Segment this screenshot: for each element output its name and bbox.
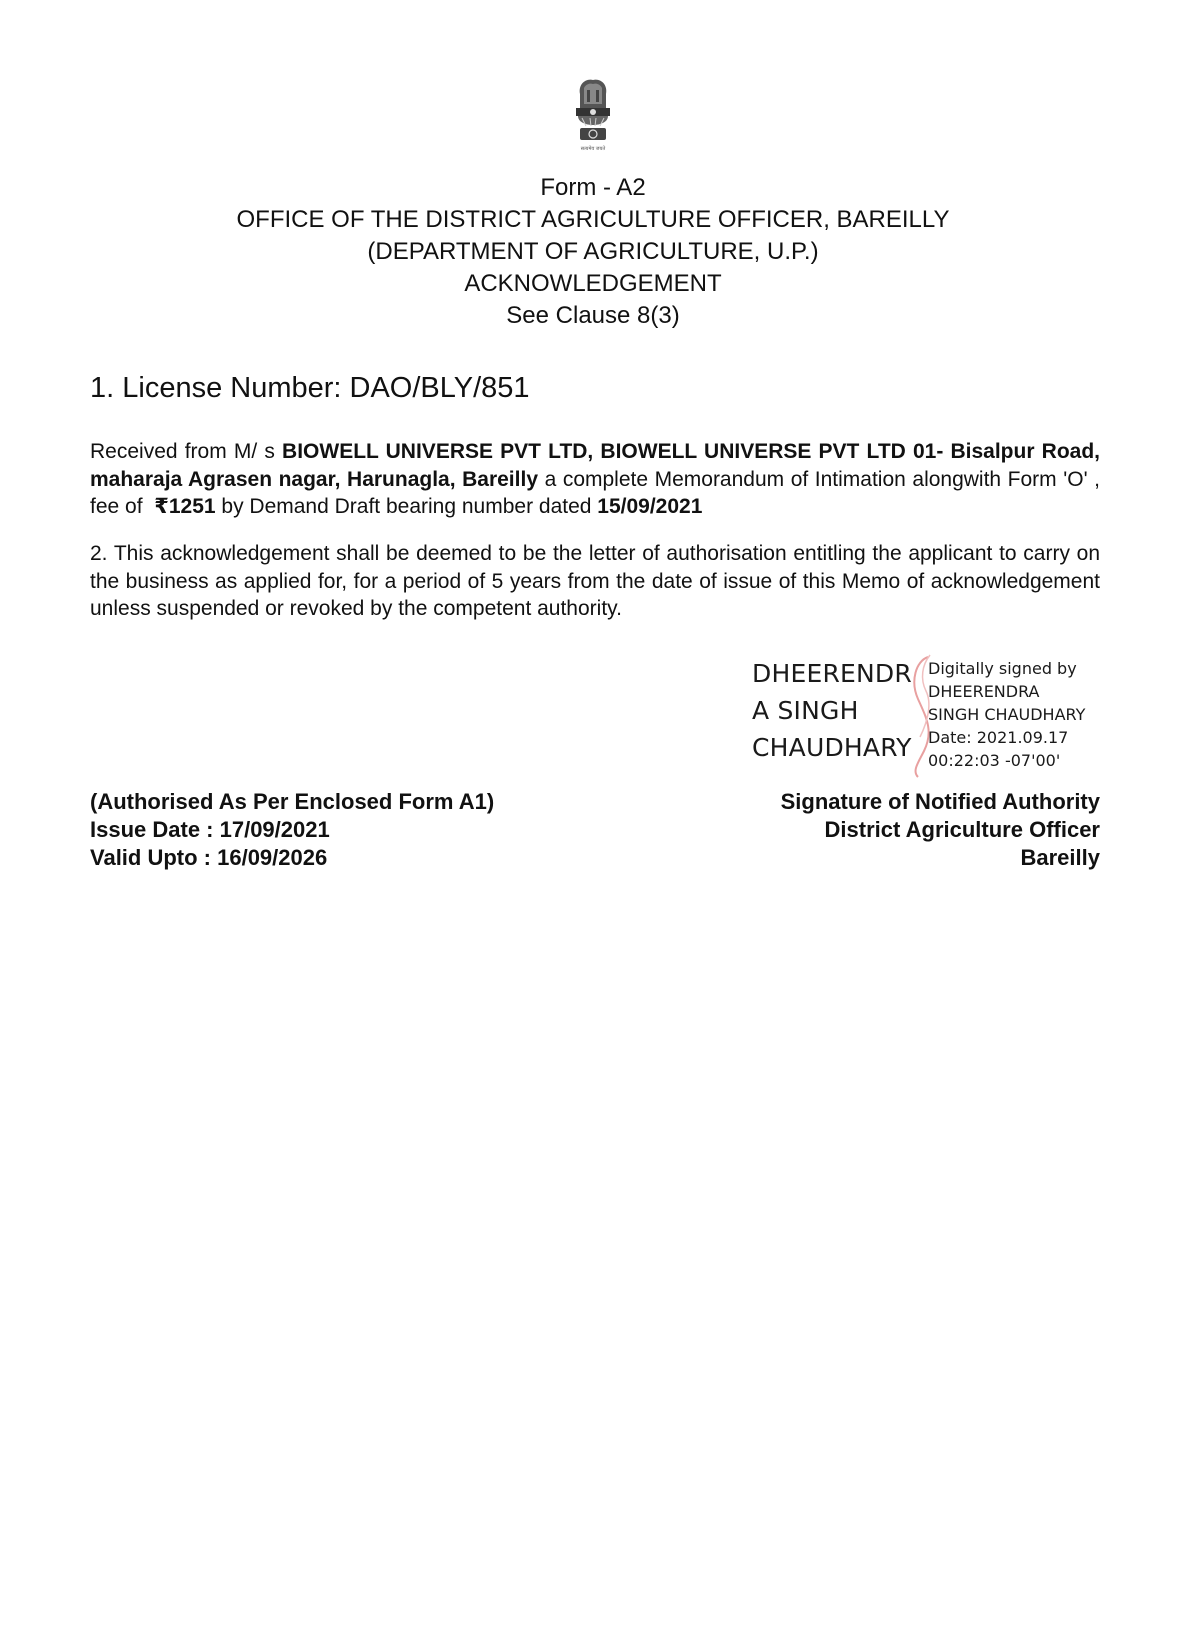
received-from-text: Received from M/ s xyxy=(90,440,275,463)
signature-detail-line: SINGH CHAUDHARY xyxy=(928,705,1086,724)
fee-amount: ₹1251 xyxy=(154,495,216,518)
signature-detail-line: 00:22:03 -07'00' xyxy=(928,751,1061,770)
receipt-paragraph xyxy=(90,438,1100,521)
clause-reference: See Clause 8(3) xyxy=(506,302,680,329)
license-number: 1. License Number: DAO/BLY/851 xyxy=(90,372,530,404)
digital-signature-block xyxy=(752,655,1112,785)
signer-name xyxy=(752,655,912,766)
authorisation-paragraph: 2. This acknowledgement shall be deemed to be the letter of authorisation entitling the applicant to carry on the business as applied for, for a period of 5 years from the date of issue of this Memo of acknowledgement unless suspended or revoked by the competent authority. xyxy=(90,542,1100,620)
issue-date: Issue Date : 17/09/2021 xyxy=(90,817,330,842)
signature-detail-line: Digitally signed by xyxy=(928,659,1077,678)
authorised-note: (Authorised As Per Enclosed Form A1) xyxy=(90,789,495,814)
signature-detail-line: Date: 2021.09.17 xyxy=(928,728,1069,747)
authority-info xyxy=(781,788,1100,872)
authority-designation: District Agriculture Officer xyxy=(824,817,1100,842)
authority-location: Bareilly xyxy=(1020,845,1100,870)
national-emblem-icon xyxy=(566,74,620,154)
valid-upto-date: Valid Upto : 16/09/2026 xyxy=(90,845,328,870)
signature-detail-line: DHEERENDRA xyxy=(928,682,1040,701)
signer-name-line: A SINGH xyxy=(752,696,859,725)
signer-name-line: DHEERENDR xyxy=(752,659,912,688)
validity-info xyxy=(90,788,494,872)
signature-label: Signature of Notified Authority xyxy=(780,789,1100,814)
draft-date: 15/09/2021 xyxy=(597,495,703,518)
demand-draft-text: by Demand Draft bearing number dated xyxy=(221,495,592,518)
svg-text:सत्यमेव जयते: सत्यमेव जयते xyxy=(580,146,606,152)
form-number: Form - A2 xyxy=(540,174,646,201)
firm-name-address: BIOWELL UNIVERSE PVT LTD, BIOWELL UNIVERSE PVT LTD 01- Bisalpur Road, maharaja Agrasen nagar, Harunagla, Bareilly xyxy=(90,440,1101,491)
department-name: (DEPARTMENT OF AGRICULTURE, U.P.) xyxy=(367,238,819,265)
signature-details xyxy=(928,657,1085,772)
memorandum-text: a complete Memorandum of Intimation alongwith Form 'O' , fee of xyxy=(90,467,1100,518)
office-title: OFFICE OF THE DISTRICT AGRICULTURE OFFICER, BAREILLY xyxy=(236,206,950,233)
document-title: ACKNOWLEDGEMENT xyxy=(464,270,722,297)
document-header xyxy=(0,172,1186,332)
signer-name-line: CHAUDHARY xyxy=(752,733,912,762)
